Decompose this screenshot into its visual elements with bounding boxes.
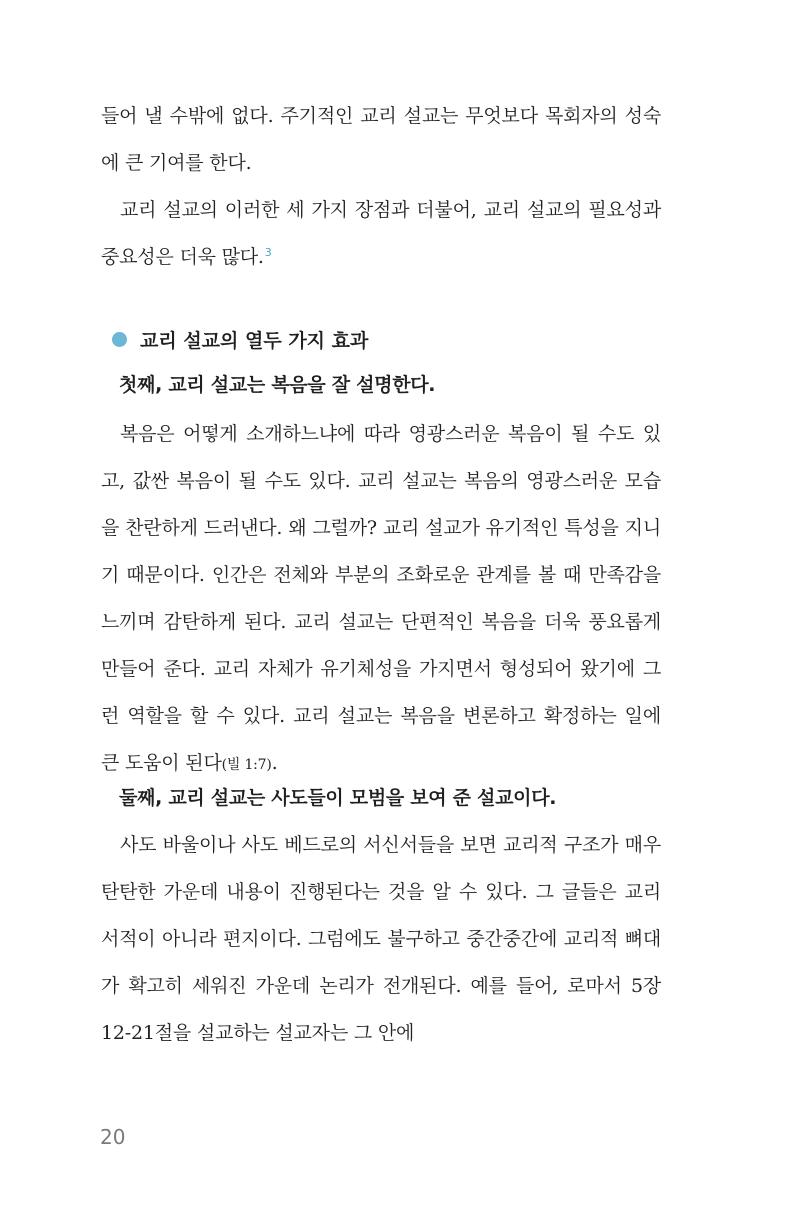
paragraph-advantages — [101, 187, 661, 281]
text-block-top — [101, 93, 661, 281]
paragraph-end: . — [271, 752, 278, 774]
footnote-marker[interactable]: 3 — [264, 245, 272, 259]
paragraph-continued — [101, 93, 661, 187]
bullet-dot-icon — [112, 332, 127, 347]
page-number: 20 — [100, 1125, 126, 1149]
subheading-second: 둘째, 교리 설교는 사도들이 모범을 보여 준 설교이다. — [119, 787, 557, 809]
paragraph-text: 사도 바울이나 사도 베드로의 서신서들을 보면 교리적 구조가 매우 탄탄한 가운데 내용이 진행된다는 것을 알 수 있다. 그 글들은 교리 서적이 아니라 편지이다. 그럼에도 불구하고 중간중간에 교리적 뼈대가 확고히 세워진 가운데 논리가 전개된다. 예를 들어, 로마서 5장 12-21절을 설교하는 설교자는 그 안에 — [101, 834, 661, 1044]
text-block-first — [101, 411, 661, 789]
paragraph-text: 교리 설교의 이러한 세 가지 장점과 더불어, 교리 설교의 필요성과 중요성은 더욱 많다. — [101, 199, 661, 268]
paragraph-gospel — [101, 411, 661, 789]
paragraph-text: 복음은 어떻게 소개하느냐에 따라 영광스러운 복음이 될 수도 있고, 값싼 복음이 될 수도 있다. 교리 설교는 복음의 영광스러운 모습을 찬란하게 드러낸다. 왜 그럴까? 교리 설교가 유기적인 특성을 지니기 때문이다. 인간은 전체와 부분의 조화로운 관계를 볼 때 만족감을 느끼며 감탄하게 된다. 교리 설교는 단편적인 복음을 더욱 풍요롭게 만들어 준다. 교리 자체가 유기체성을 가지면서 형성되어 왔기에 그런 역할을 할 수 있다. 교리 설교는 복음을 변론하고 확정하는 일에 큰 도움이 된다 — [101, 423, 661, 774]
paragraph-text: 들어 낼 수밖에 없다. 주기적인 교리 설교는 무엇보다 목회자의 성숙에 큰 기여를 한다. — [101, 105, 661, 174]
subheading-first: 첫째, 교리 설교는 복음을 잘 설명한다. — [119, 374, 436, 396]
text-block-second — [101, 822, 661, 1057]
section-heading-text: 교리 설교의 열두 가지 효과 — [140, 330, 369, 352]
section-heading — [112, 326, 368, 353]
scripture-citation: (빌 1:7) — [221, 757, 272, 773]
paragraph-apostles — [101, 822, 661, 1057]
